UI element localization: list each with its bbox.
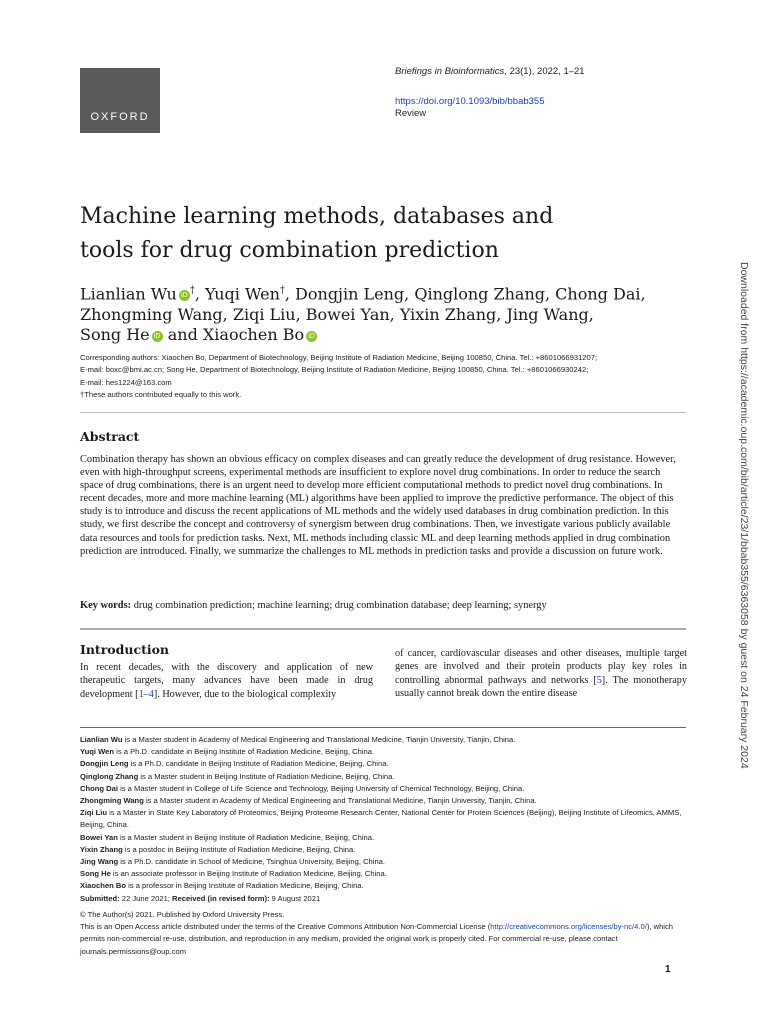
publisher-name: OXFORD	[90, 111, 150, 123]
bio-entry	[80, 832, 690, 844]
equal-contribution-note: †These authors contributed equally to this work.	[80, 390, 242, 400]
authors-line1-rest: , Dongjin Leng, Qinglong Zhang, Chong Dai,	[284, 284, 646, 304]
bio-entry	[80, 868, 690, 880]
correspondence-line: E-mail: hes1224@163.com	[80, 377, 172, 387]
page-number: 1	[665, 964, 671, 975]
submitted-date: 22 June 2021;	[119, 893, 173, 903]
correspondence-line: Corresponding authors: Xiaochen Bo, Department of Biotechnology, Beijing Institute of Radiation Medicine, Beijing 100850, China. Tel.: +8601066931207;	[80, 353, 598, 362]
bio-name: Chong Dai	[80, 783, 118, 793]
intro-text: In recent decades, with the discovery and application of new therapeutic targets, many advances have been made in drug development [	[80, 662, 373, 700]
license-link[interactable]: http://creativecommons.org/licenses/by-nc/4.0/	[490, 922, 647, 932]
received-date: 9 August 2021	[269, 893, 321, 903]
bio-text: is a professor in Beijing Institute of Radiation Medicine, Beijing, China.	[126, 881, 364, 891]
author-list	[80, 281, 680, 346]
bio-text: is a Ph.D. candidate in Beijing Institute of Radiation Medicine, Beijing, China.	[114, 747, 375, 757]
intro-column-2	[395, 647, 687, 701]
divider	[80, 412, 686, 413]
bio-text: is a Ph.D. candidate in Beijing Institute of Radiation Medicine, Beijing, China.	[128, 759, 389, 769]
authors-line2: Zhongming Wang, Ziqi Liu, Bowei Yan, Yixin Zhang, Jing Wang,	[80, 304, 594, 324]
author-he: Song He	[80, 325, 150, 345]
orcid-icon[interactable]: iD	[306, 331, 317, 342]
bio-name: Bowei Yan	[80, 832, 118, 842]
author-bios	[80, 734, 690, 905]
correspondence-block	[80, 352, 690, 402]
intro-text: of cancer, cardiovascular diseases and other diseases, multiple target genes are involved and their protein products play key roles in controlling abnormal pathways and networks [	[395, 648, 687, 686]
abstract-text: Combination therapy has shown an obvious efficacy on complex diseases and can greatly reduce the development of drug resistance. However, even with high-throughput screens, experimental methods are insufficient to explore novel drug combinations. In order to reduce the search space of drug combinations, there is an urgent need to develop more efficient computational methods to predict novel drug combinations. In recent decades, more and more machine learning (ML) algorithms have been applied to improve the predictive performance. The object of this study is to introduce and discuss the recent applications of ML methods and the widely used databases in drug combination prediction. In this study, we first describe the concept and controversy of synergism between drug combinations. Then, we investigate various publicly available data resources and tools for prediction tasks. Next, ML methods including classic ML and deep learning methods applied in drug combination prediction are introduced. Finally, we summarize the challenges to ML methods in prediction tasks and provide a discussion on future work.	[80, 454, 676, 557]
correspondence-line: E-mail: boxc@bmi.ac.cn; Song He, Department of Biotechnology, Beijing Institute of Radiation Medicine, Beijing 100850, China. Tel.: +8601066930242;	[80, 365, 589, 375]
bio-text: is an associate professor in Beijing Institute of Radiation Medicine, Beijing, China.	[110, 869, 387, 879]
bio-entry	[80, 771, 690, 783]
journal-name: Briefings in Bioinformatics	[395, 66, 505, 77]
license-prefix: This is an Open Access article distributed under the terms of the Creative Commons Attribution Non-Commercial License (	[80, 922, 491, 932]
download-watermark: Downloaded from https://academic.oup.com/bib/article/23/1/bbab355/6363058 by guest on 24 February 2024	[738, 262, 750, 769]
submitted-label: Submitted:	[80, 893, 120, 903]
introduction-heading: Introduction	[80, 642, 170, 657]
bio-text: is a Master student in Beijing Institute of Radiation Medicine, Beijing, China.	[117, 832, 375, 842]
doi-line	[395, 96, 544, 107]
bio-name: Song He	[80, 869, 111, 879]
citation-details: , 23(1), 2022, 1–21	[504, 66, 585, 77]
bio-name: Dongjin Leng	[80, 759, 129, 769]
bio-name: Yixin Zhang	[80, 844, 123, 854]
bio-name: Yuqi Wen	[80, 747, 115, 757]
intro-text: ]. The monotherapy usually cannot break down the entire disease	[395, 674, 687, 700]
bio-entry	[80, 856, 690, 868]
bio-name: Lianlian Wu	[80, 735, 123, 744]
reference-link[interactable]: 1–4	[138, 688, 154, 700]
oxford-logo	[80, 68, 160, 133]
article-title: Machine learning methods, databases and tools for drug combination prediction	[80, 204, 554, 263]
orcid-icon[interactable]: iD	[179, 290, 190, 301]
bio-text: is a Master student in Academy of Medical Engineering and Translational Medicine, Tianjin University, Tianjin, China.	[143, 796, 537, 806]
copyright-block	[80, 909, 690, 958]
bio-entry	[80, 758, 690, 770]
bio-name: Zhongming Wang	[80, 796, 144, 806]
intro-column-1	[80, 661, 373, 701]
bio-text: is a Master student in College of Life Science and Technology, Beijing University of Chemical Technology, Beijing, China.	[117, 783, 525, 793]
abstract-heading: Abstract	[80, 429, 140, 444]
doi-link[interactable]: https://doi.org/10.1093/bib/bbab355	[395, 96, 545, 107]
bio-entry	[80, 795, 690, 807]
footnote-divider	[80, 727, 686, 728]
bio-entry	[80, 807, 690, 831]
section-divider	[80, 628, 686, 630]
license-suffix: ), which permits non-commercial re-use, distribution, and reproduction in any medium, provided the original work is properly cited. For commercial re-use, please contact journals.permissions@oup.com	[80, 922, 674, 956]
bio-name: Ziqi Liu	[80, 808, 107, 818]
bio-name: Jing Wang	[80, 857, 119, 867]
submission-dates	[80, 893, 690, 905]
bio-entry	[80, 783, 690, 795]
dagger-mark: †	[279, 285, 285, 296]
intro-text: ]. However, due to the biological complexity	[153, 688, 337, 700]
author-wu: Lianlian Wu	[80, 284, 177, 304]
author-bo: and Xiaochen Bo	[162, 325, 305, 345]
license-text	[80, 921, 690, 958]
journal-citation	[395, 66, 585, 77]
bio-text: is a Master student in Academy of Medical Engineering and Translational Medicine, Tianjin University, Tianjin, China.	[122, 735, 516, 744]
article-type: Review	[395, 108, 427, 119]
keywords	[80, 600, 686, 611]
bio-text: is a Master student in Beijing Institute of Radiation Medicine, Beijing, China.	[138, 771, 395, 781]
received-label: Received (in revised form):	[172, 893, 270, 903]
keywords-label: Key words:	[80, 600, 132, 611]
dagger-mark: †	[189, 285, 195, 296]
bio-text: is a Ph.D. candidate in School of Medicine, Tsinghua University, Beijing, China.	[118, 857, 386, 867]
author-wen: , Yuqi Wen	[194, 284, 280, 304]
orcid-icon[interactable]: iD	[152, 331, 163, 342]
bio-name: Xiaochen Bo	[80, 881, 126, 891]
bio-name: Qinglong Zhang	[80, 771, 139, 781]
reference-link[interactable]: 5	[596, 674, 602, 686]
bio-entry	[80, 880, 690, 892]
bio-entry	[80, 746, 690, 758]
bio-text: is a postdoc in Beijing Institute of Radiation Medicine, Beijing, China.	[122, 844, 356, 854]
bio-text: is a Master in State Key Laboratory of Proteomics, Beijing Proteome Research Center, National Center for Protein Sciences (Beijing), Beijing Institute of Lifeomics, AMMS, Beijing, China.	[80, 808, 682, 830]
keywords-text: drug combination prediction; machine learning; drug combination database; deep learning; synergy	[131, 600, 547, 611]
bio-entry	[80, 734, 690, 746]
bio-entry	[80, 844, 690, 856]
copyright-line: © The Author(s) 2021. Published by Oxford University Press.	[80, 910, 285, 919]
